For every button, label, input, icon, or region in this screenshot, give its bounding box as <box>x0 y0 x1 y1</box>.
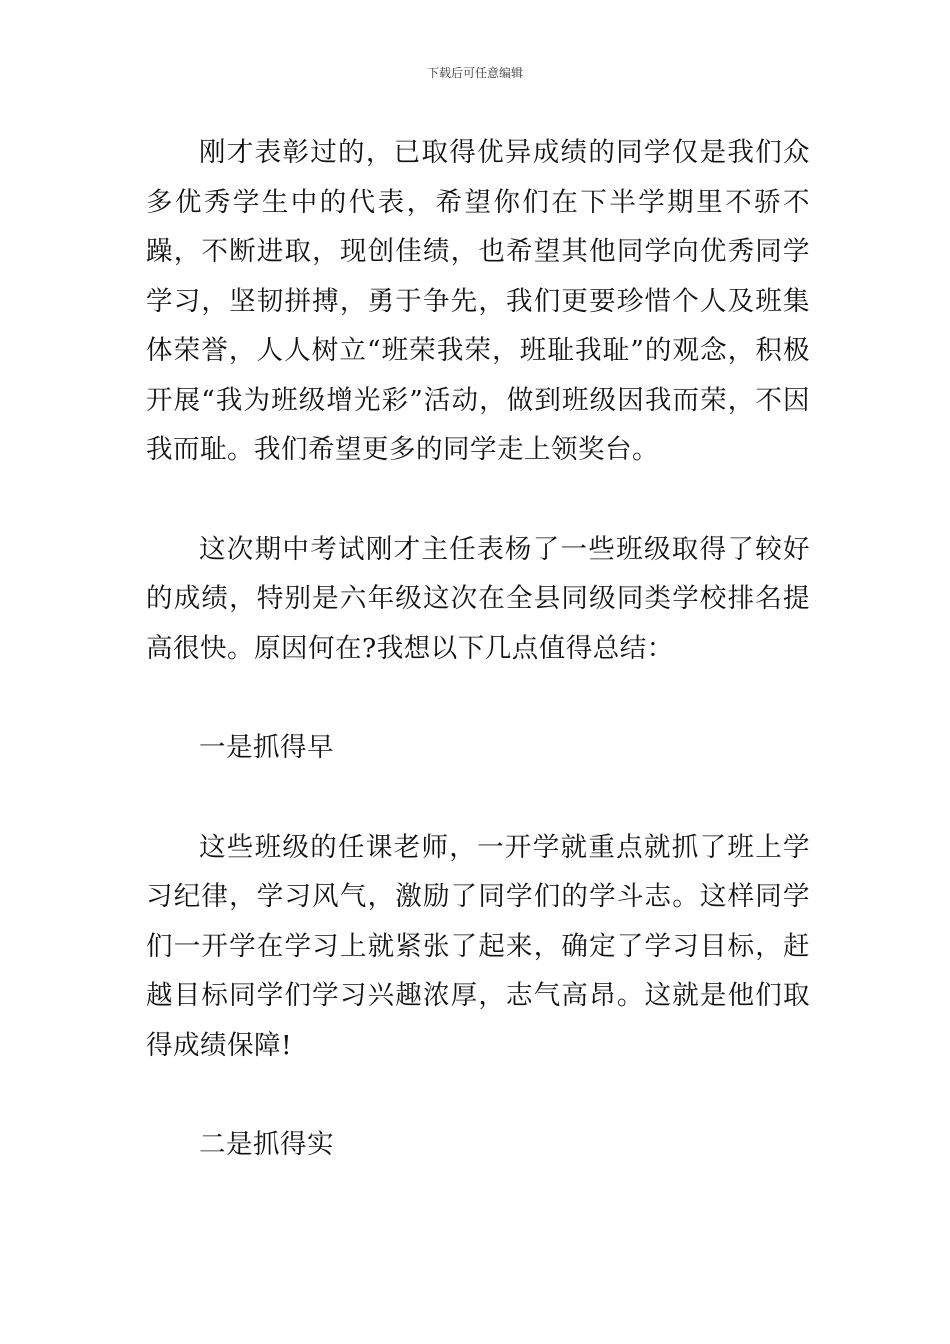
section-heading-one: 一是抓得早 <box>199 732 334 763</box>
paragraph-gap <box>146 1070 810 1120</box>
paragraph-commendation: 刚才表彰过的，已取得优异成绩的同学仅是我们众多优秀学生中的代表，希望你们在下半学期里不骄不躁，不断进取，现创佳绩，也希望其他同学向优秀同学学习，坚韧拼搏，勇于争先，我们更要珍惜个人及班集体荣誉，人人树立“班荣我荣，班耻我耻”的观念，积极开展“我为班级增光彩”活动，做到班级因我而荣，不因我而耻。我们希望更多的同学走上领奖台。 <box>146 137 810 465</box>
document-body <box>146 128 810 1170</box>
section-heading-two: 二是抓得实 <box>199 1129 334 1160</box>
paragraph-early-focus: 这些班级的任课老师，一开学就重点就抓了班上学习纪律，学习风气，激励了同学们的学斗志。这样同学们一开学在学习上就紧张了起来，确定了学习目标，赶越目标同学们学习兴趣浓厚，志气高昂。这就是他们取得成绩保障! <box>146 831 810 1061</box>
page-header: 下载后可任意编辑 <box>426 66 523 80</box>
paragraph-midterm-results: 这次期中考试刚才主任表杨了一些班级取得了较好的成绩，特别是六年级这次在全县同级同类学校排名提高很快。原因何在?我想以下几点值得总结： <box>146 533 810 664</box>
paragraph-gap <box>146 773 810 823</box>
paragraph-gap <box>146 475 810 525</box>
paragraph-gap <box>146 673 810 723</box>
